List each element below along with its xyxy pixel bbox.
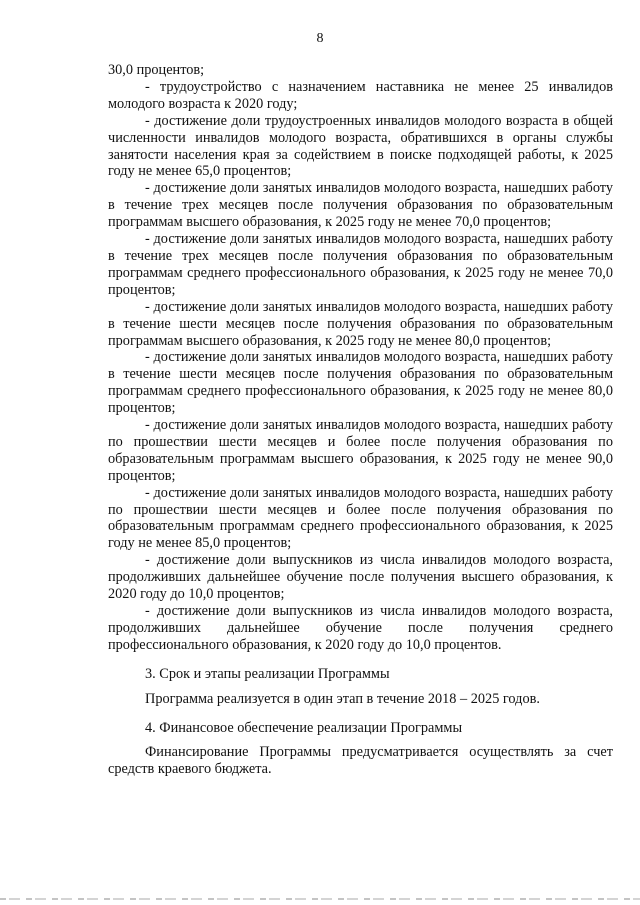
paragraph-continuation: 30,0 процентов; xyxy=(108,62,205,78)
section-3-text: Программа реализуется в один этап в течение 2018 – 2025 годов. xyxy=(145,690,540,707)
section-4-text: Финансирование Программы предусматривается осуществлять за счет средств краевого бюджета. xyxy=(108,744,613,778)
document-body xyxy=(108,62,613,778)
list-item-6-months-vocational: - достижение доли занятых инвалидов молодого возраста, нашедших работу в течение шести месяцев после получения образования по образовательным программам среднего профессионального образования, к 2025 году не менее 80,0 процентов; xyxy=(108,349,613,417)
list-item-6-months-higher: - достижение доли занятых инвалидов молодого возраста, нашедших работу в течение шести месяцев после получения образования по образовательным программам высшего образования, к 2025 году не менее 80,0 процентов; xyxy=(108,298,613,349)
list-item-3-months-vocational: - достижение доли занятых инвалидов молодого возраста, нашедших работу в течение трех месяцев после получения образования по образовательным программам среднего профессионального образования, к 2025 году не менее 70,0 процентов; xyxy=(108,231,613,298)
list-item-3-months-higher: - достижение доли занятых инвалидов молодого возраста, нашедших работу в течение трех месяцев после получения образования по образовательным программам высшего образования, к 2025 году не менее 70,0 процентов; xyxy=(108,180,613,231)
list-item-6-plus-months-higher: - достижение доли занятых инвалидов молодого возраста, нашедших работу по прошествии шести месяцев и более после получения образования по образовательным программам высшего образования, к 2025 году не менее 90,0 процентов; xyxy=(108,417,613,484)
list-item-6-plus-months-vocational: - достижение доли занятых инвалидов молодого возраста, нашедших работу по прошествии шести месяцев и более после получения образования по образовательным программам среднего профессионального образования, к 2025 году не менее 85,0 процентов; xyxy=(108,484,613,552)
section-4-heading: 4. Финансовое обеспечение реализации Программы xyxy=(145,719,463,736)
scan-artifact-line xyxy=(0,898,640,900)
list-item-mentor-employment: - трудоустройство с назначением наставника не менее 25 инвалидов молодого возраста к 2020 году; xyxy=(108,78,613,112)
section-3-heading: 3. Срок и этапы реализации Программы xyxy=(145,665,390,682)
list-item-employed-share: - достижение доли трудоустроенных инвалидов молодого возраста в общей численности инвалидов молодого возраста, обратившихся в органы службы занятости населения края за содействием в поиске подходящей работы, к 2025 году не менее 65,0 процентов; xyxy=(108,112,613,180)
page-number: 8 xyxy=(316,31,324,46)
list-item-graduates-higher: - достижение доли выпускников из числа инвалидов молодого возраста, продолживших дальнейшее обучение после получения высшего образования, к 2020 году до 10,0 процентов; xyxy=(108,552,613,603)
list-item-graduates-vocational: - достижение доли выпускников из числа инвалидов молодого возраста, продолживших дальнейшее обучение после получения среднего профессионального образования, к 2020 году до 10,0 процентов. xyxy=(108,603,613,653)
